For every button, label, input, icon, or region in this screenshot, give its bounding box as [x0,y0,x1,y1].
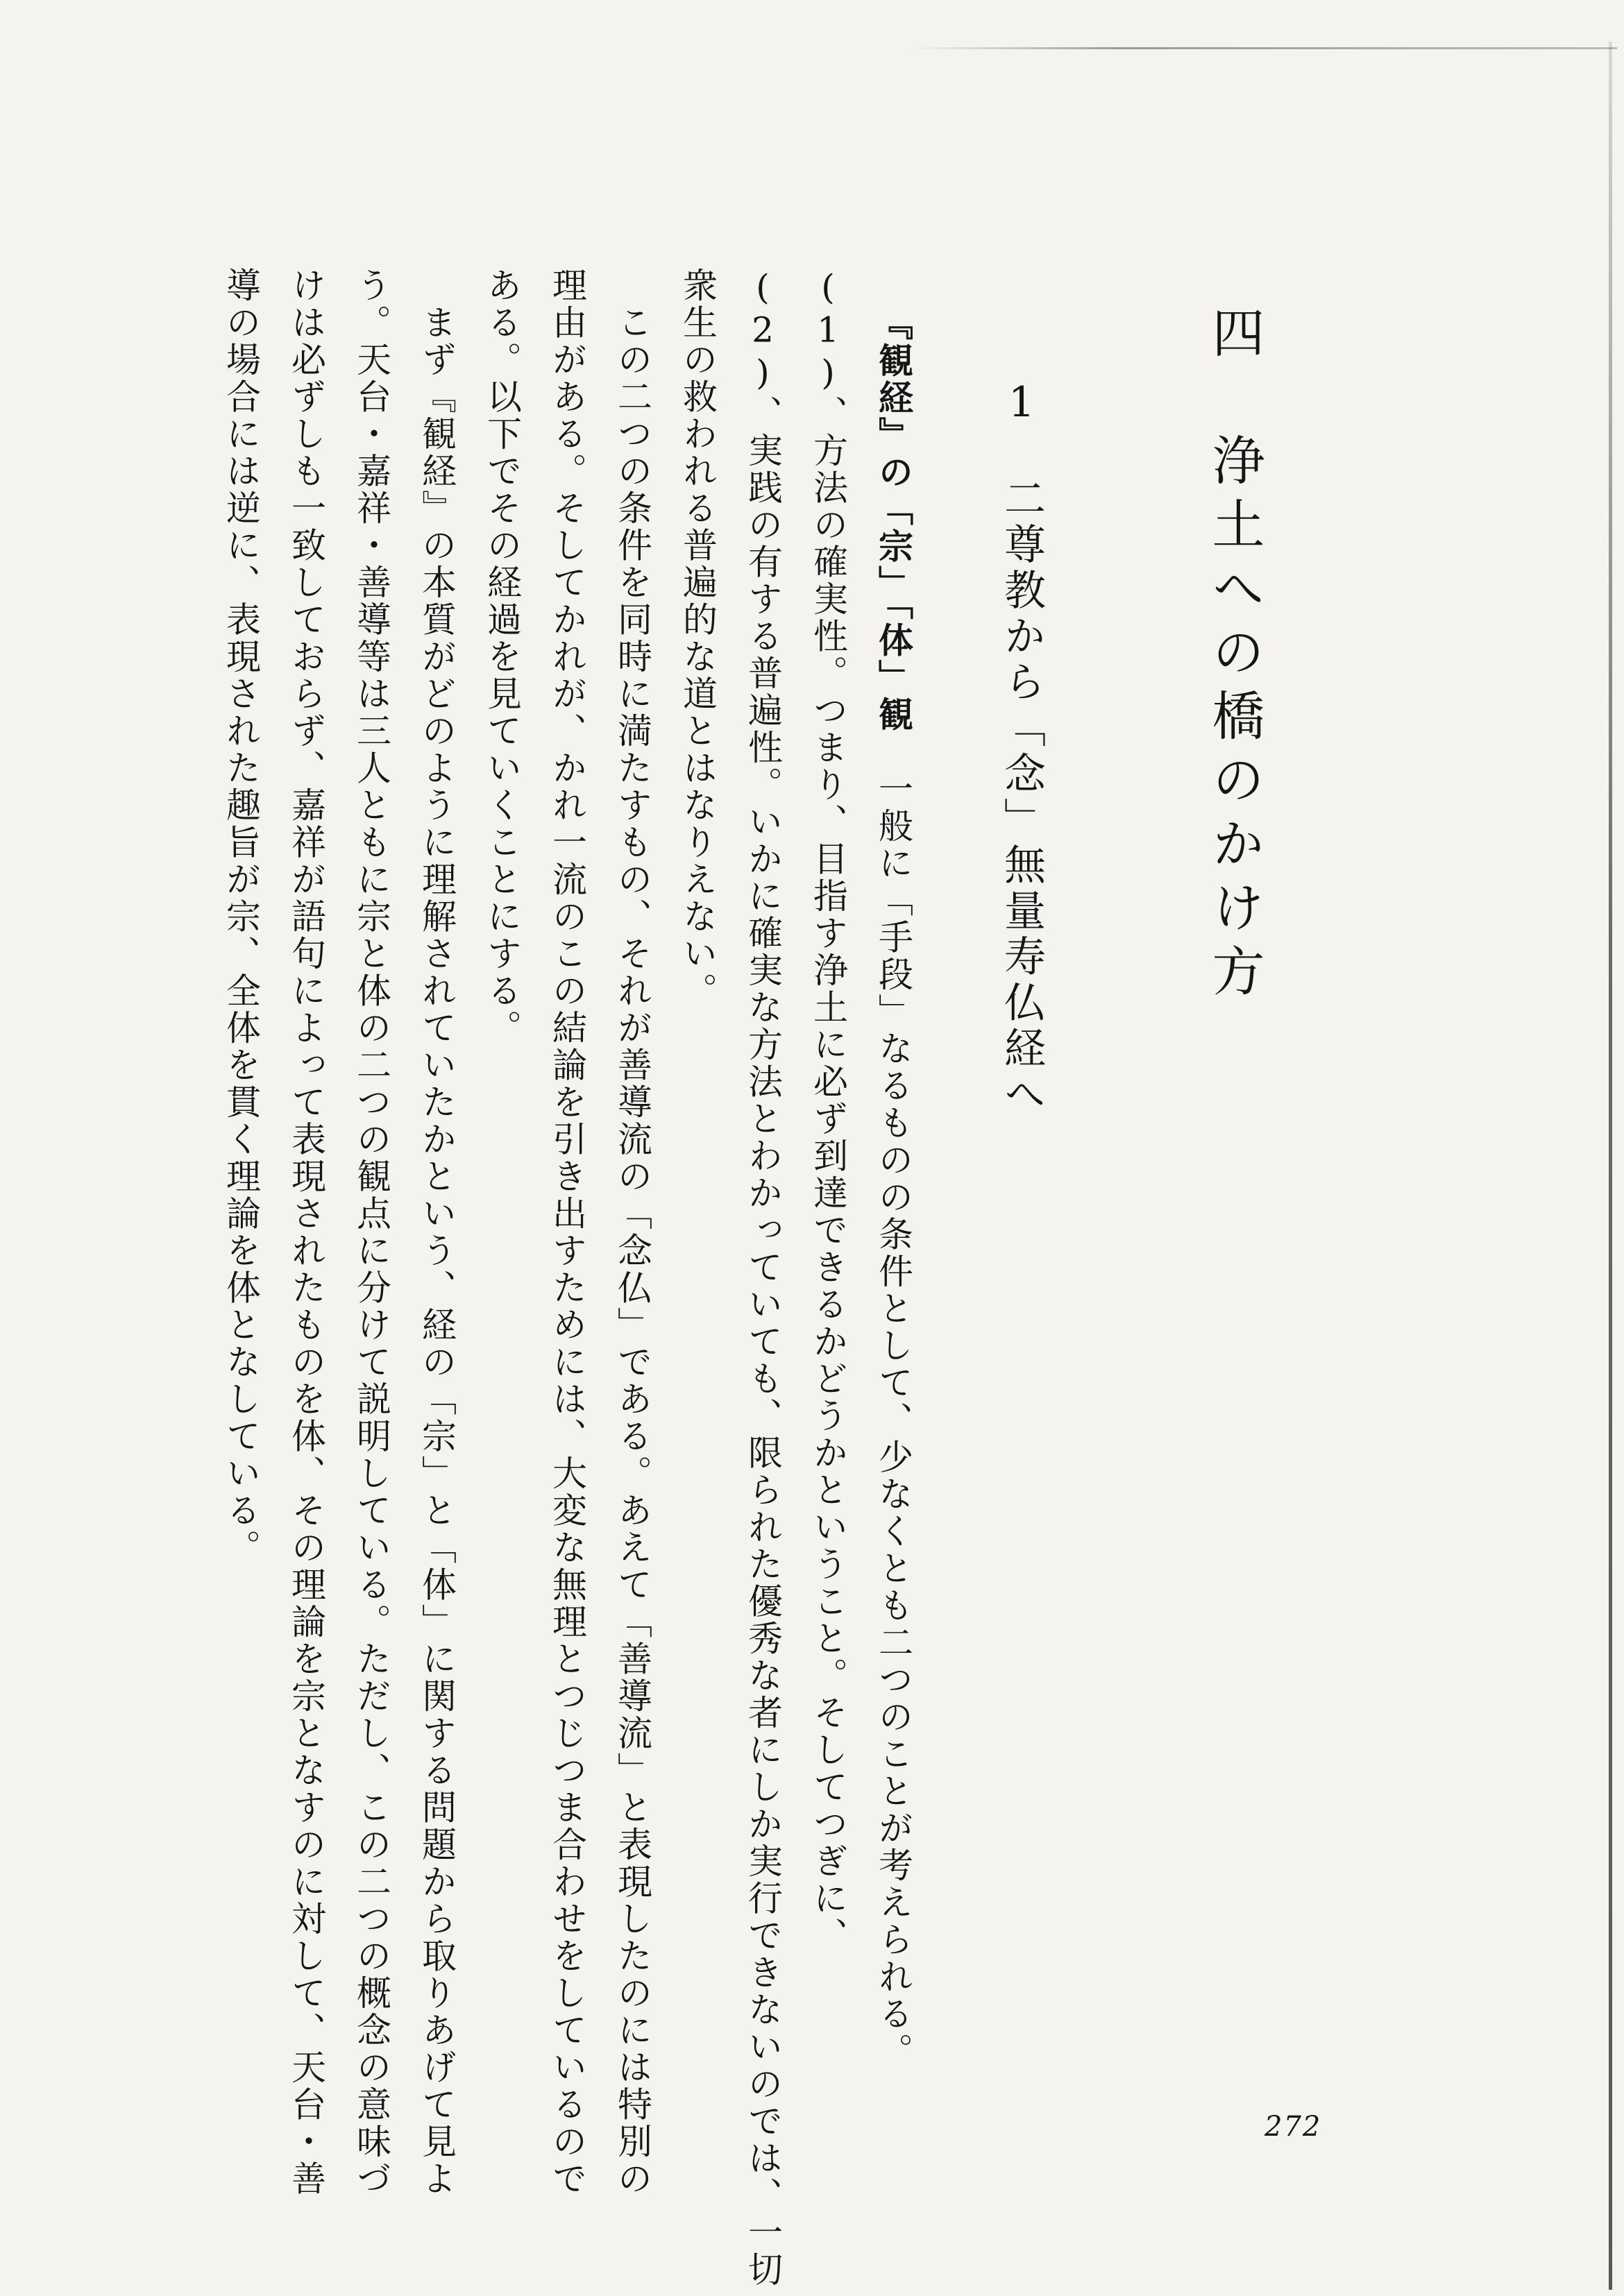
body-line-7: ある。以下でその経過を見ていくことにする。 [482,267,522,1047]
body-line-1 [873,305,913,2070]
chapter-heading: 四 浄土への橋のかけ方 [1203,305,1265,1007]
section-heading: 1 二尊教から「念」無量寿仏経へ [997,378,1046,1118]
scan-edge-top [909,47,1617,49]
body-line-3: (2)、実践の有する普遍性。いかに確実な方法とわかっていても、限られた優秀な者にしか実行できないのでは、一切 [743,267,783,2288]
body-line-2: (1)、方法の確実性。つまり、目指す浄土に必ず到達できるかどうかということ。そしてつぎに、 [808,267,848,1955]
scan-edge-right [1609,42,1612,2290]
body-line-10: けは必ずしも一致しておらず、嘉祥が語句によって表現されたものを体、その理論を宗となすのに対して、天台・善 [286,267,326,2197]
body-line-1-text: 一般に「手段」なるものの条件として、少なくとも二つのことが考えられる。 [873,733,913,2070]
body-line-11: 導の場合には逆に、表現された趣旨が宗、全体を貫く理論を体となしている。 [221,267,261,1567]
body-line-8: まず『観経』の本質がどのように理解されていたかという、経の「宗」と「体」に関する問題から取りあげて見よ [416,267,457,2197]
body-line-9: う。天台・嘉祥・善導等は三人ともに宗と体の二つの観点に分けて説明している。ただし、この二つの概念の意味づ [351,267,391,2197]
body-line-6: 理由がある。そしてかれが、かれ一流のこの結論を引き出すためには、大変な無理とつじつま合わせをしているので [547,267,587,2197]
subsection-lead: 『観経』の「宗」「体」観 [873,305,913,733]
page-number: 272 [1264,2111,1322,2143]
body-line-5: この二つの条件を同時に満たすもの、それが善導流の「念仏」である。あえて「善導流」と表現したのには特別の [612,267,652,2197]
body-line-4: 衆生の救われる普遍的な道とはなりえない。 [677,267,718,1010]
